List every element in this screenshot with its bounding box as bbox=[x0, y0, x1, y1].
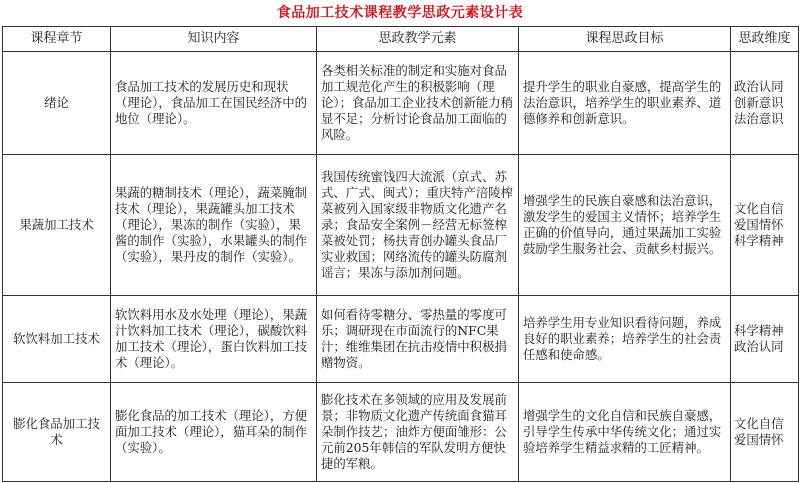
knowledge-cell: 软饮料用水及水处理（理论），果蔬汁饮料加工技术（理论），碳酸饮料加工技术（理论），蛋白饮料加工技术（理论）。 bbox=[111, 296, 317, 383]
dimension-item: 文化自信 bbox=[734, 201, 784, 216]
knowledge-cell: 膨化食品的加工技术（理论），方便面加工技术（理论），猫耳朵的制作（实验）。 bbox=[111, 383, 317, 482]
goals-cell: 增强学生的民族自豪感和法治意识，激发学生的爱国主义情怀；培养学生正确的价值导向，通过果蔬加工实验鼓励学生服务社会、贡献乡村振兴。 bbox=[519, 155, 731, 296]
elements-cell: 膨化技术在多领域的应用及发展前景；非物质文化遗产传统面食猫耳朵制作技艺；油炸方便面雏形：公元前205年韩信的军队发明方便快捷的军粮。 bbox=[317, 383, 519, 482]
knowledge-cell: 果蔬的糖制技术（理论），蔬菜腌制技术（理论），果蔬罐头加工技术（理论），果冻的制作（实验），果酱的制作（实验），水果罐头的制作（实验），果丹皮的制作（实验）。 bbox=[111, 155, 317, 296]
dimension-item: 爱国情怀 bbox=[734, 432, 784, 447]
dimension-item: 创新意识 bbox=[734, 95, 784, 110]
dimension-item: 爱国情怀 bbox=[734, 217, 784, 232]
goals-cell: 提升学生的职业自豪感，提高学生的法治意识，培养学生的职业素养、道德修养和创新意识。 bbox=[519, 52, 731, 155]
chapter-cell: 软饮料加工技术 bbox=[3, 296, 111, 383]
dimension-item: 科学精神 bbox=[734, 233, 784, 248]
dimension-item: 法治意识 bbox=[734, 111, 784, 126]
dimensions-cell bbox=[731, 52, 799, 155]
curriculum-table bbox=[2, 26, 799, 482]
table-title: 食品加工技术课程教学思政元素设计表 bbox=[276, 5, 524, 21]
header-knowledge: 知识内容 bbox=[111, 27, 317, 52]
header-chapter: 课程章节 bbox=[3, 27, 111, 52]
header-dimensions: 思政维度 bbox=[731, 27, 799, 52]
goals-cell: 培养学生用专业知识看待问题，养成良好的职业素养；培养学生的社会责任感和使命感。 bbox=[519, 296, 731, 383]
table-row bbox=[3, 155, 799, 296]
dimensions-cell bbox=[731, 155, 799, 296]
chapter-cell: 膨化食品加工技术 bbox=[3, 383, 111, 482]
chapter-cell: 绪论 bbox=[3, 52, 111, 155]
header-goals: 课程思政目标 bbox=[519, 27, 731, 52]
table-row bbox=[3, 383, 799, 482]
knowledge-cell: 食品加工技术的发展历史和现状（理论），食品加工在国民经济中的地位（理论）。 bbox=[111, 52, 317, 155]
dimensions-cell bbox=[731, 296, 799, 383]
chapter-cell: 果蔬加工技术 bbox=[3, 155, 111, 296]
elements-cell: 我国传统蜜饯四大流派（京式、苏式、广式、闽式）；重庆特产涪陵榨菜被列入国家级非物质文化遗产名录；食品安全案例－经营无标签榨菜被处罚；杨扶青创办罐头食品厂实业救国；网络流传的罐头防腐剂谣言；果冻与添加剂问题。 bbox=[317, 155, 519, 296]
header-elements: 思政教学元素 bbox=[317, 27, 519, 52]
table-row bbox=[3, 52, 799, 155]
header-row bbox=[3, 27, 799, 52]
dimension-item: 科学精神 bbox=[734, 323, 784, 338]
dimension-item: 政治认同 bbox=[734, 79, 784, 94]
dimensions-cell bbox=[731, 383, 799, 482]
elements-cell: 如何看待零糖分、零热量的零度可乐；调研现在市面流行的NFC果汁；维维集团在抗击疫情中积极捐赠物资。 bbox=[317, 296, 519, 383]
dimension-item: 政治认同 bbox=[734, 339, 784, 354]
elements-cell: 各类相关标准的制定和实施对食品加工规范化产生的积极影响（理论）；食品加工企业技术创新能力稍显不足；分析讨论食品加工面临的风险。 bbox=[317, 52, 519, 155]
table-row bbox=[3, 296, 799, 383]
dimension-item: 文化自信 bbox=[734, 416, 784, 431]
goals-cell: 增强学生的文化自信和民族自豪感，引导学生传承中华传统文化；通过实验培养学生精益求精的工匠精神。 bbox=[519, 383, 731, 482]
